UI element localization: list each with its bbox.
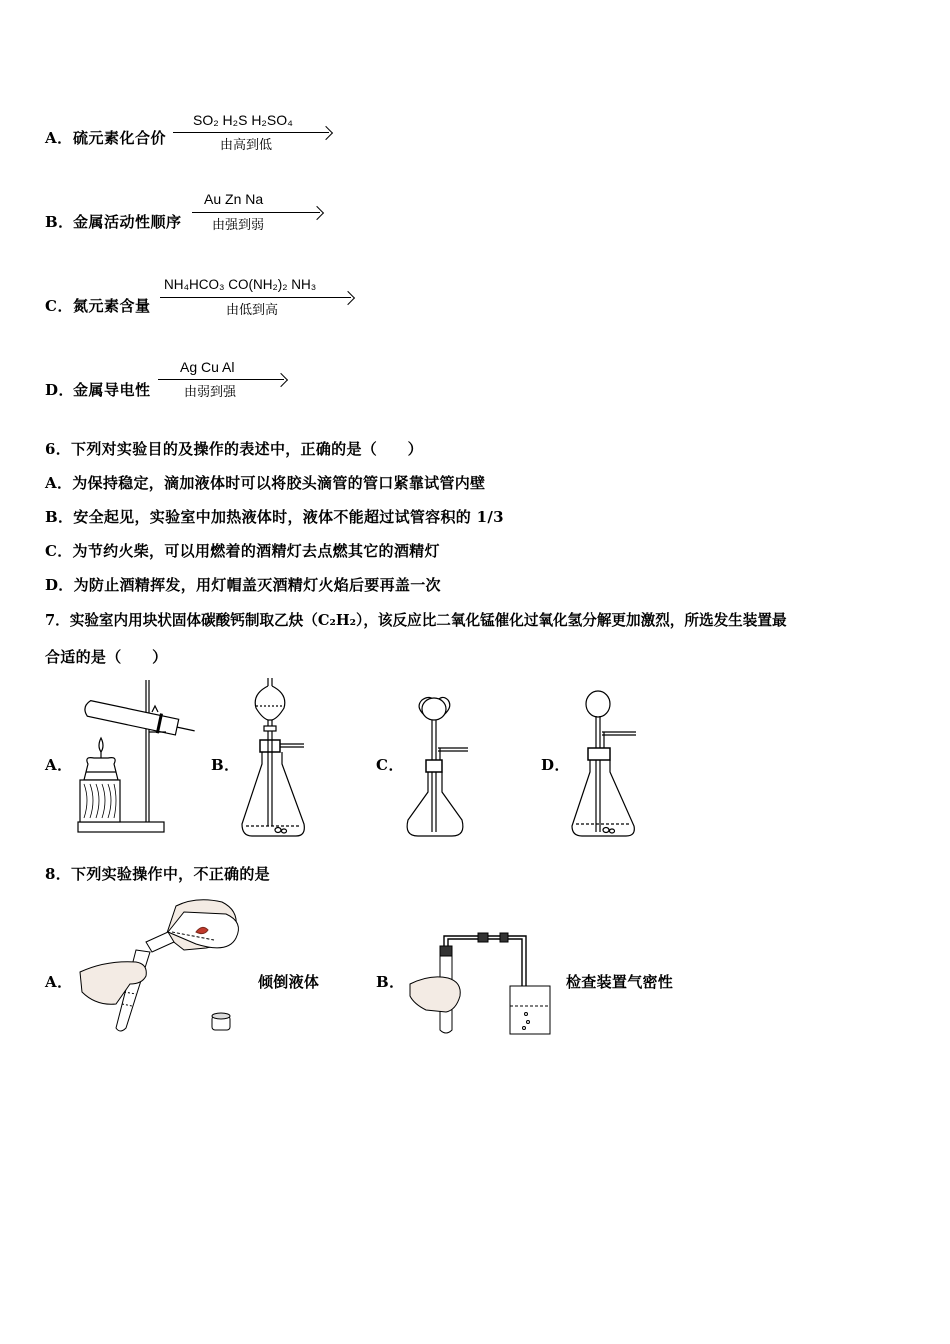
q5-option-b-label: 金属活动性顺序	[73, 213, 182, 231]
q6-option-c: C．为节约火柴，可以用燃着的酒精灯去点燃其它的酒精灯	[45, 542, 440, 560]
q7-option-d-letter: D．	[541, 756, 571, 774]
q5-option-d-label: 金属导电性	[73, 381, 151, 399]
q8-option-b-caption: 检查装置气密性	[566, 973, 674, 991]
q5-option-a-label: 硫元素化合价	[73, 129, 167, 147]
q5-option-c-label: 氮元素含量	[73, 297, 151, 315]
q6-option-a: A．为保持稳定，滴加液体时可以将胶头滴管的管口紧靠试管内壁	[45, 474, 486, 492]
q5-d-arrow-top: Ag Cu Al	[180, 359, 235, 375]
q5-option-c-arrow	[160, 277, 356, 321]
q6-option-d: D．为防止酒精挥发，用灯帽盖灭酒精灯火焰后要再盖一次	[45, 576, 441, 594]
q5-b-arrow-top: Au Zn Na	[204, 191, 264, 207]
q5-option-b-arrow	[192, 191, 324, 235]
q5-a-arrow-bottom: 由高到低	[220, 138, 273, 153]
q5-option-a-arrow	[173, 112, 333, 156]
q8-stem: 8．下列实验操作中，不正确的是	[45, 865, 270, 883]
q5-option-d-arrow	[158, 359, 288, 403]
q6-option-b: B．安全起见，实验室中加热液体时，液体不能超过试管容积的 1/3	[45, 508, 504, 526]
q5-option-b-letter: B．	[45, 213, 74, 231]
q5-d-arrow-bottom: 由弱到强	[184, 385, 237, 400]
q8-option-a-letter: A．	[45, 973, 73, 991]
q7-option-a-letter: A．	[45, 756, 73, 774]
q7-stem-line2: 合适的是（ ）	[45, 648, 168, 666]
pouring-liquid-illustration	[76, 892, 246, 1040]
q7-option-b-letter: B．	[211, 756, 240, 774]
airtightness-check-illustration	[406, 926, 556, 1038]
q5-option-c-letter: C．	[45, 297, 73, 315]
apparatus-b-separatory-funnel-flask	[238, 676, 318, 840]
q8-option-a-caption: 倾倒液体	[258, 973, 320, 991]
q5-option-a-letter: A．	[45, 129, 73, 147]
q8-option-b-letter: B．	[376, 973, 405, 991]
apparatus-a-heated-test-tube	[74, 676, 204, 838]
apparatus-d-conical-flask-funnel	[570, 688, 642, 840]
q5-c-arrow-bottom: 由低到高	[226, 303, 279, 318]
apparatus-c-flask-long-funnel	[402, 696, 478, 840]
q6-stem: 6．下列对实验目的及操作的表述中，正确的是（ ）	[45, 440, 423, 458]
q5-option-d-letter: D．	[45, 381, 75, 399]
q5-b-arrow-bottom: 由强到弱	[212, 218, 265, 233]
q7-stem-line1: 7．实验室内用块状固体碳酸钙制取乙炔（C₂H₂），该反应比二氧化锰催化过氧化氢分解更加激烈，所选发生装置最	[45, 612, 787, 629]
q5-a-arrow-top: SO₂ H₂S H₂SO₄	[193, 112, 293, 128]
q5-c-arrow-top: NH₄HCO₃ CO(NH₂)₂ NH₃	[164, 277, 317, 292]
q7-option-c-letter: C．	[376, 756, 404, 774]
